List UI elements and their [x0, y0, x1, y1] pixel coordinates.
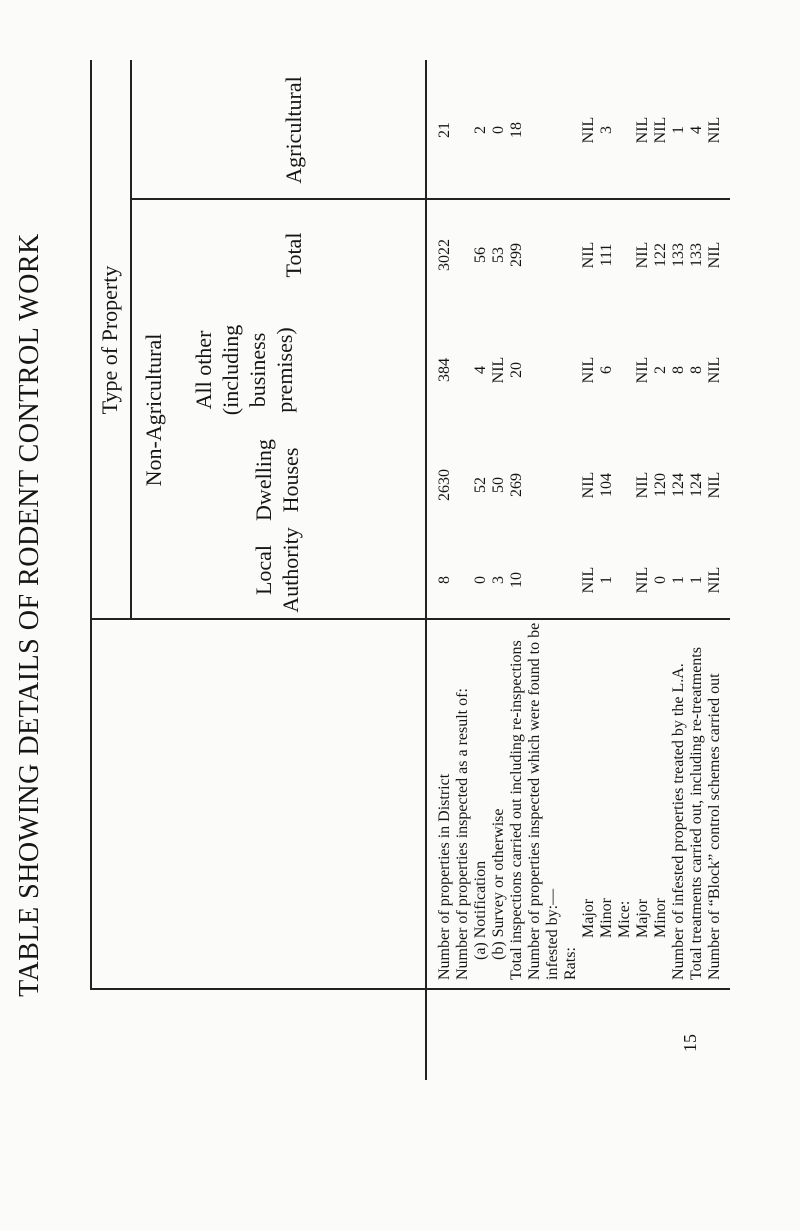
cell-value: 3022 — [436, 239, 453, 271]
header-total: Total — [281, 232, 306, 278]
cell-value: 4 — [472, 366, 489, 374]
table-row — [436, 0, 454, 1230]
cell-value: NIL — [634, 471, 651, 499]
header-all-other: All other (including business premises) — [191, 324, 297, 416]
header-dwelling-houses: Dwelling Houses — [251, 439, 303, 521]
cell-value: 1 — [670, 126, 687, 134]
cell-value: 52 — [472, 477, 489, 493]
cell-value: 2 — [472, 126, 489, 134]
row-label: Minor — [598, 898, 615, 938]
row-label: Rats: — [562, 947, 579, 980]
table-top-border — [90, 60, 92, 990]
cell-value: NIL — [706, 566, 723, 594]
row-label: Total inspections carried out including re-inspections — [508, 640, 525, 980]
cell-value: NIL — [580, 356, 597, 384]
header-non-agricultural: Non-Agricultural — [141, 333, 166, 487]
cell-value: NIL — [580, 471, 597, 499]
cell-value: 6 — [598, 366, 615, 374]
cell-value: NIL — [634, 116, 651, 144]
cell-value: 269 — [508, 473, 525, 497]
row-label: Major — [580, 898, 597, 938]
cell-value: NIL — [634, 356, 651, 384]
cell-value: 0 — [472, 576, 489, 584]
table-row — [634, 0, 652, 1230]
cell-value: 20 — [508, 362, 525, 378]
table-row — [616, 0, 634, 1230]
row-label: (a) Notification — [472, 860, 489, 960]
table-row — [508, 0, 526, 1230]
row-label: Number of properties in District — [436, 773, 453, 980]
cell-value: NIL — [490, 356, 507, 384]
cell-value: NIL — [634, 566, 651, 594]
row-label: Number of properties inspected which were found to be — [526, 622, 543, 980]
cell-value: 18 — [508, 122, 525, 138]
cell-value: 133 — [670, 243, 687, 267]
row-label: Minor — [652, 898, 669, 938]
cell-value: 124 — [688, 473, 705, 497]
cell-value: NIL — [706, 116, 723, 144]
cell-value: 1 — [670, 576, 687, 584]
table-row — [598, 0, 616, 1230]
cell-value: 53 — [490, 247, 507, 263]
cell-value: NIL — [580, 241, 597, 269]
cell-value: 8 — [688, 366, 705, 374]
cell-value: 104 — [598, 473, 615, 497]
cell-value: 8 — [436, 576, 453, 584]
cell-value: 1 — [688, 576, 705, 584]
cell-value: 111 — [598, 243, 615, 267]
row-label: Number of infested properties treated by the L.A. — [670, 663, 687, 980]
cell-value: 0 — [652, 576, 669, 584]
cell-value: NIL — [706, 241, 723, 269]
cell-value: 299 — [508, 243, 525, 267]
row-label: Mice: — [616, 900, 633, 938]
row-label: Number of properties inspected as a result of: — [454, 688, 471, 980]
subheader-divider — [130, 60, 132, 620]
cell-value: NIL — [652, 116, 669, 144]
row-label: infested by:— — [544, 888, 561, 980]
cell-value: NIL — [706, 356, 723, 384]
cell-value: NIL — [634, 241, 651, 269]
header-local-authority: Local Authority — [251, 527, 303, 613]
cell-value: 2 — [652, 366, 669, 374]
row-label: Total treatments carried out, including re-treatments — [688, 647, 705, 980]
cell-value: 0 — [490, 126, 507, 134]
cell-value: 120 — [652, 473, 669, 497]
cell-value: 8 — [670, 366, 687, 374]
row-label: Major — [634, 898, 651, 938]
cell-value: 50 — [490, 477, 507, 493]
cell-value: 122 — [652, 243, 669, 267]
header-type-of-property: Type of Property — [97, 265, 122, 415]
cell-value: NIL — [580, 116, 597, 144]
cell-value: 124 — [670, 473, 687, 497]
header-agricultural: Agricultural — [281, 76, 306, 184]
cell-value: 56 — [472, 247, 489, 263]
cell-value: 1 — [598, 576, 615, 584]
cell-value: NIL — [580, 566, 597, 594]
cell-value: 3 — [598, 126, 615, 134]
header-divider — [425, 60, 427, 1080]
cell-value: 133 — [688, 243, 705, 267]
table-row — [580, 0, 598, 1230]
cell-value: 3 — [490, 576, 507, 584]
cell-value: NIL — [706, 471, 723, 499]
table-row — [454, 0, 472, 1230]
table-row — [490, 0, 508, 1230]
table-row — [526, 0, 544, 1230]
cell-value: 2630 — [436, 469, 453, 501]
table-row — [562, 0, 580, 1230]
table-row — [652, 0, 670, 1230]
cell-value: 21 — [436, 122, 453, 138]
page-number: 15 — [680, 1034, 700, 1052]
table-row — [544, 0, 562, 1230]
row-label: (b) Survey or otherwise — [490, 808, 507, 960]
page-title: TABLE SHOWING DETAILS OF RODENT CONTROL WORK — [14, 233, 45, 997]
row-label: Number of “Block” control schemes carried out — [706, 673, 723, 980]
table-row — [706, 0, 724, 1230]
cell-value: 10 — [508, 572, 525, 588]
cell-value: 384 — [436, 358, 453, 382]
table-row — [472, 0, 490, 1230]
cell-value: 4 — [688, 126, 705, 134]
